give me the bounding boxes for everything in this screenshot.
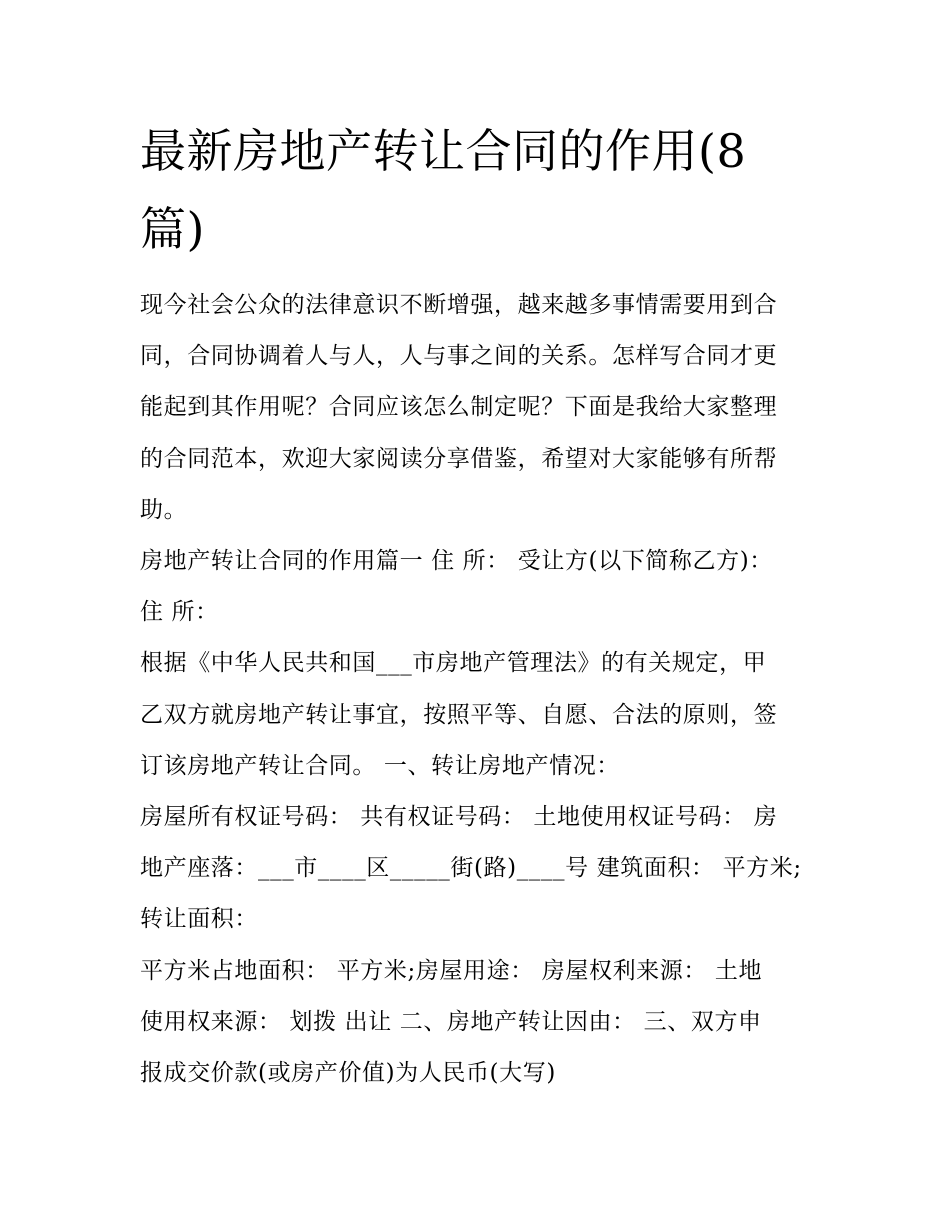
body-line: 使用权来源： 划拨 出让 二、房地产转让因由： 三、双方申 [140, 1008, 762, 1035]
legal-basis-paragraph [140, 638, 814, 792]
body-line: 乙双方就房地产转让事宜，按照平等、自愿、合法的原则，签 [140, 701, 778, 728]
document-body [140, 280, 814, 1099]
body-line: 住 所： [140, 599, 219, 626]
contract-parties-paragraph [140, 536, 814, 638]
body-line: 现今社会公众的法律意识不断增强，越来越多事情需要用到合 [140, 292, 778, 318]
body-line: 地产座落：___市____区_____街(路)____号 建筑面积： 平方米; [140, 855, 802, 882]
area-and-price-paragraph [140, 946, 814, 1100]
title-line-1: 最新房地产转让合同的作用(8 [140, 124, 747, 178]
body-line: 根据《中华人民共和国___市房地产管理法》的有关规定，甲 [140, 650, 767, 677]
document-title [140, 112, 820, 268]
intro-paragraph [140, 280, 814, 536]
body-line: 的合同范本，欢迎大家阅读分享借鉴，希望对大家能够有所帮 [140, 445, 778, 472]
body-line: 同，合同协调着人与人，人与事之间的关系。怎样写合同才更 [140, 343, 778, 370]
property-info-paragraph [140, 792, 814, 946]
body-line: 房地产转让合同的作用篇一 住 所： 受让方(以下简称乙方)： [140, 548, 773, 575]
body-line: 房屋所有权证号码： 共有权证号码： 土地使用权证号码： 房 [140, 804, 778, 831]
body-line: 平方米占地面积： 平方米;房屋用途： 房屋权利来源： 土地 [140, 957, 763, 984]
body-line: 订该房地产转让合同。 一、转让房地产情况： [140, 752, 620, 779]
body-line: 能起到其作用呢？合同应该怎么制定呢？下面是我给大家整理 [140, 394, 778, 421]
body-line: 助。 [140, 496, 188, 523]
body-line: 转让面积： [140, 906, 258, 933]
title-line-2: 篇) [140, 202, 205, 256]
body-line: 报成交价款(或房产价值)为人民币(大写) [140, 1060, 556, 1087]
